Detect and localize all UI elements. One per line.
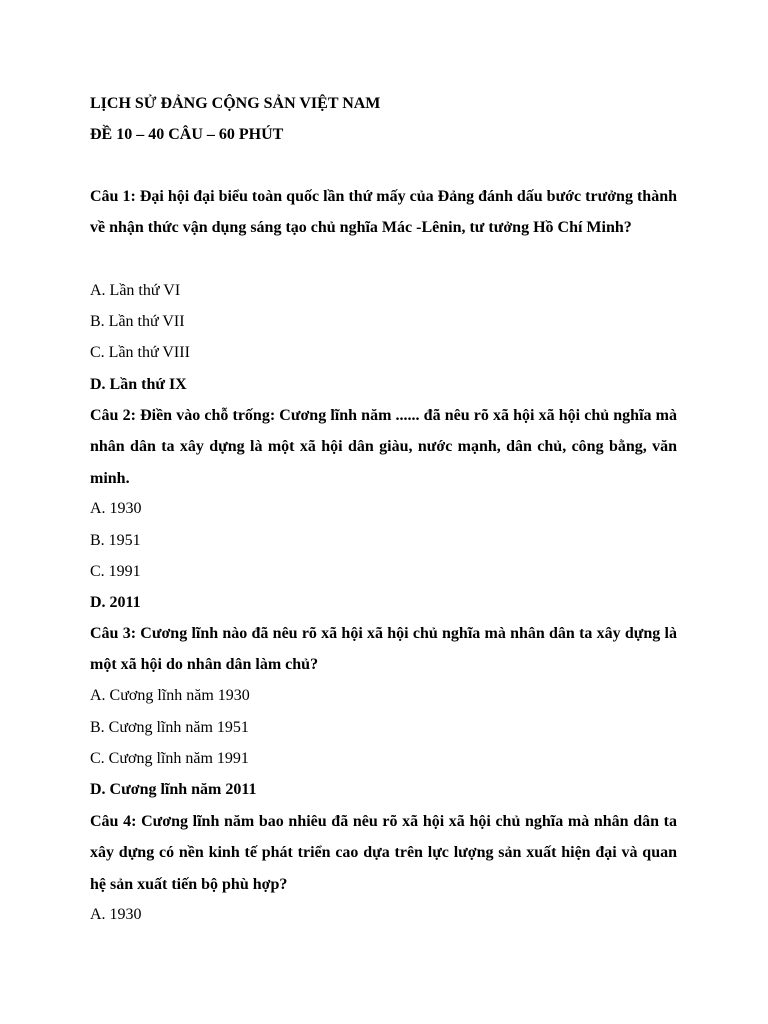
- question-3-option-b: B. Cương lĩnh năm 1951: [90, 719, 249, 736]
- question-2: Câu 2: Điền vào chỗ trống: Cương lĩnh năm ...... đã nêu rõ xã hội xã hội chủ nghĩa mà nhân dân ta xây dựng là một xã hội dân giàu, nước mạnh, dân chủ, công bằng, văn minh.: [90, 407, 677, 487]
- document-subtitle: ĐỀ 10 – 40 CÂU – 60 PHÚT: [90, 126, 284, 143]
- question-3: Câu 3: Cương lĩnh nào đã nêu rõ xã hội xã hội chủ nghĩa mà nhân dân ta xây dựng là một xã hội do nhân dân làm chủ?: [90, 625, 677, 674]
- question-1-option-d: D. Lần thứ IX: [90, 376, 187, 393]
- question-1-option-b: B. Lần thứ VII: [90, 313, 185, 330]
- question-2-option-d: D. 2011: [90, 594, 141, 611]
- document-title: LỊCH SỬ ĐẢNG CỘNG SẢN VIỆT NAM: [90, 95, 381, 112]
- question-3-option-c: C. Cương lĩnh năm 1991: [90, 750, 249, 767]
- question-3-option-a: A. Cương lĩnh năm 1930: [90, 687, 250, 704]
- question-1-option-a: A. Lần thứ VI: [90, 282, 181, 299]
- question-2-option-a: A. 1930: [90, 500, 142, 517]
- question-1-option-c: C. Lần thứ VIII: [90, 344, 190, 361]
- question-2-option-b: B. 1951: [90, 532, 141, 549]
- question-1: Câu 1: Đại hội đại biểu toàn quốc lần thứ mấy của Đảng đánh dấu bước trưởng thành về nhận thức vận dụng sáng tạo chủ nghĩa Mác -Lênin, tư tưởng Hồ Chí Minh?: [90, 188, 677, 237]
- question-4: Câu 4: Cương lĩnh năm bao nhiêu đã nêu rõ xã hội xã hội chủ nghĩa mà nhân dân ta xây dựng có nền kinh tế phát triển cao dựa trên lực lượng sản xuất hiện đại và quan hệ sản xuất tiến bộ phù hợp?: [90, 813, 677, 893]
- question-2-option-c: C. 1991: [90, 563, 141, 580]
- question-3-option-d: D. Cương lĩnh năm 2011: [90, 781, 257, 798]
- question-4-option-a: A. 1930: [90, 906, 142, 923]
